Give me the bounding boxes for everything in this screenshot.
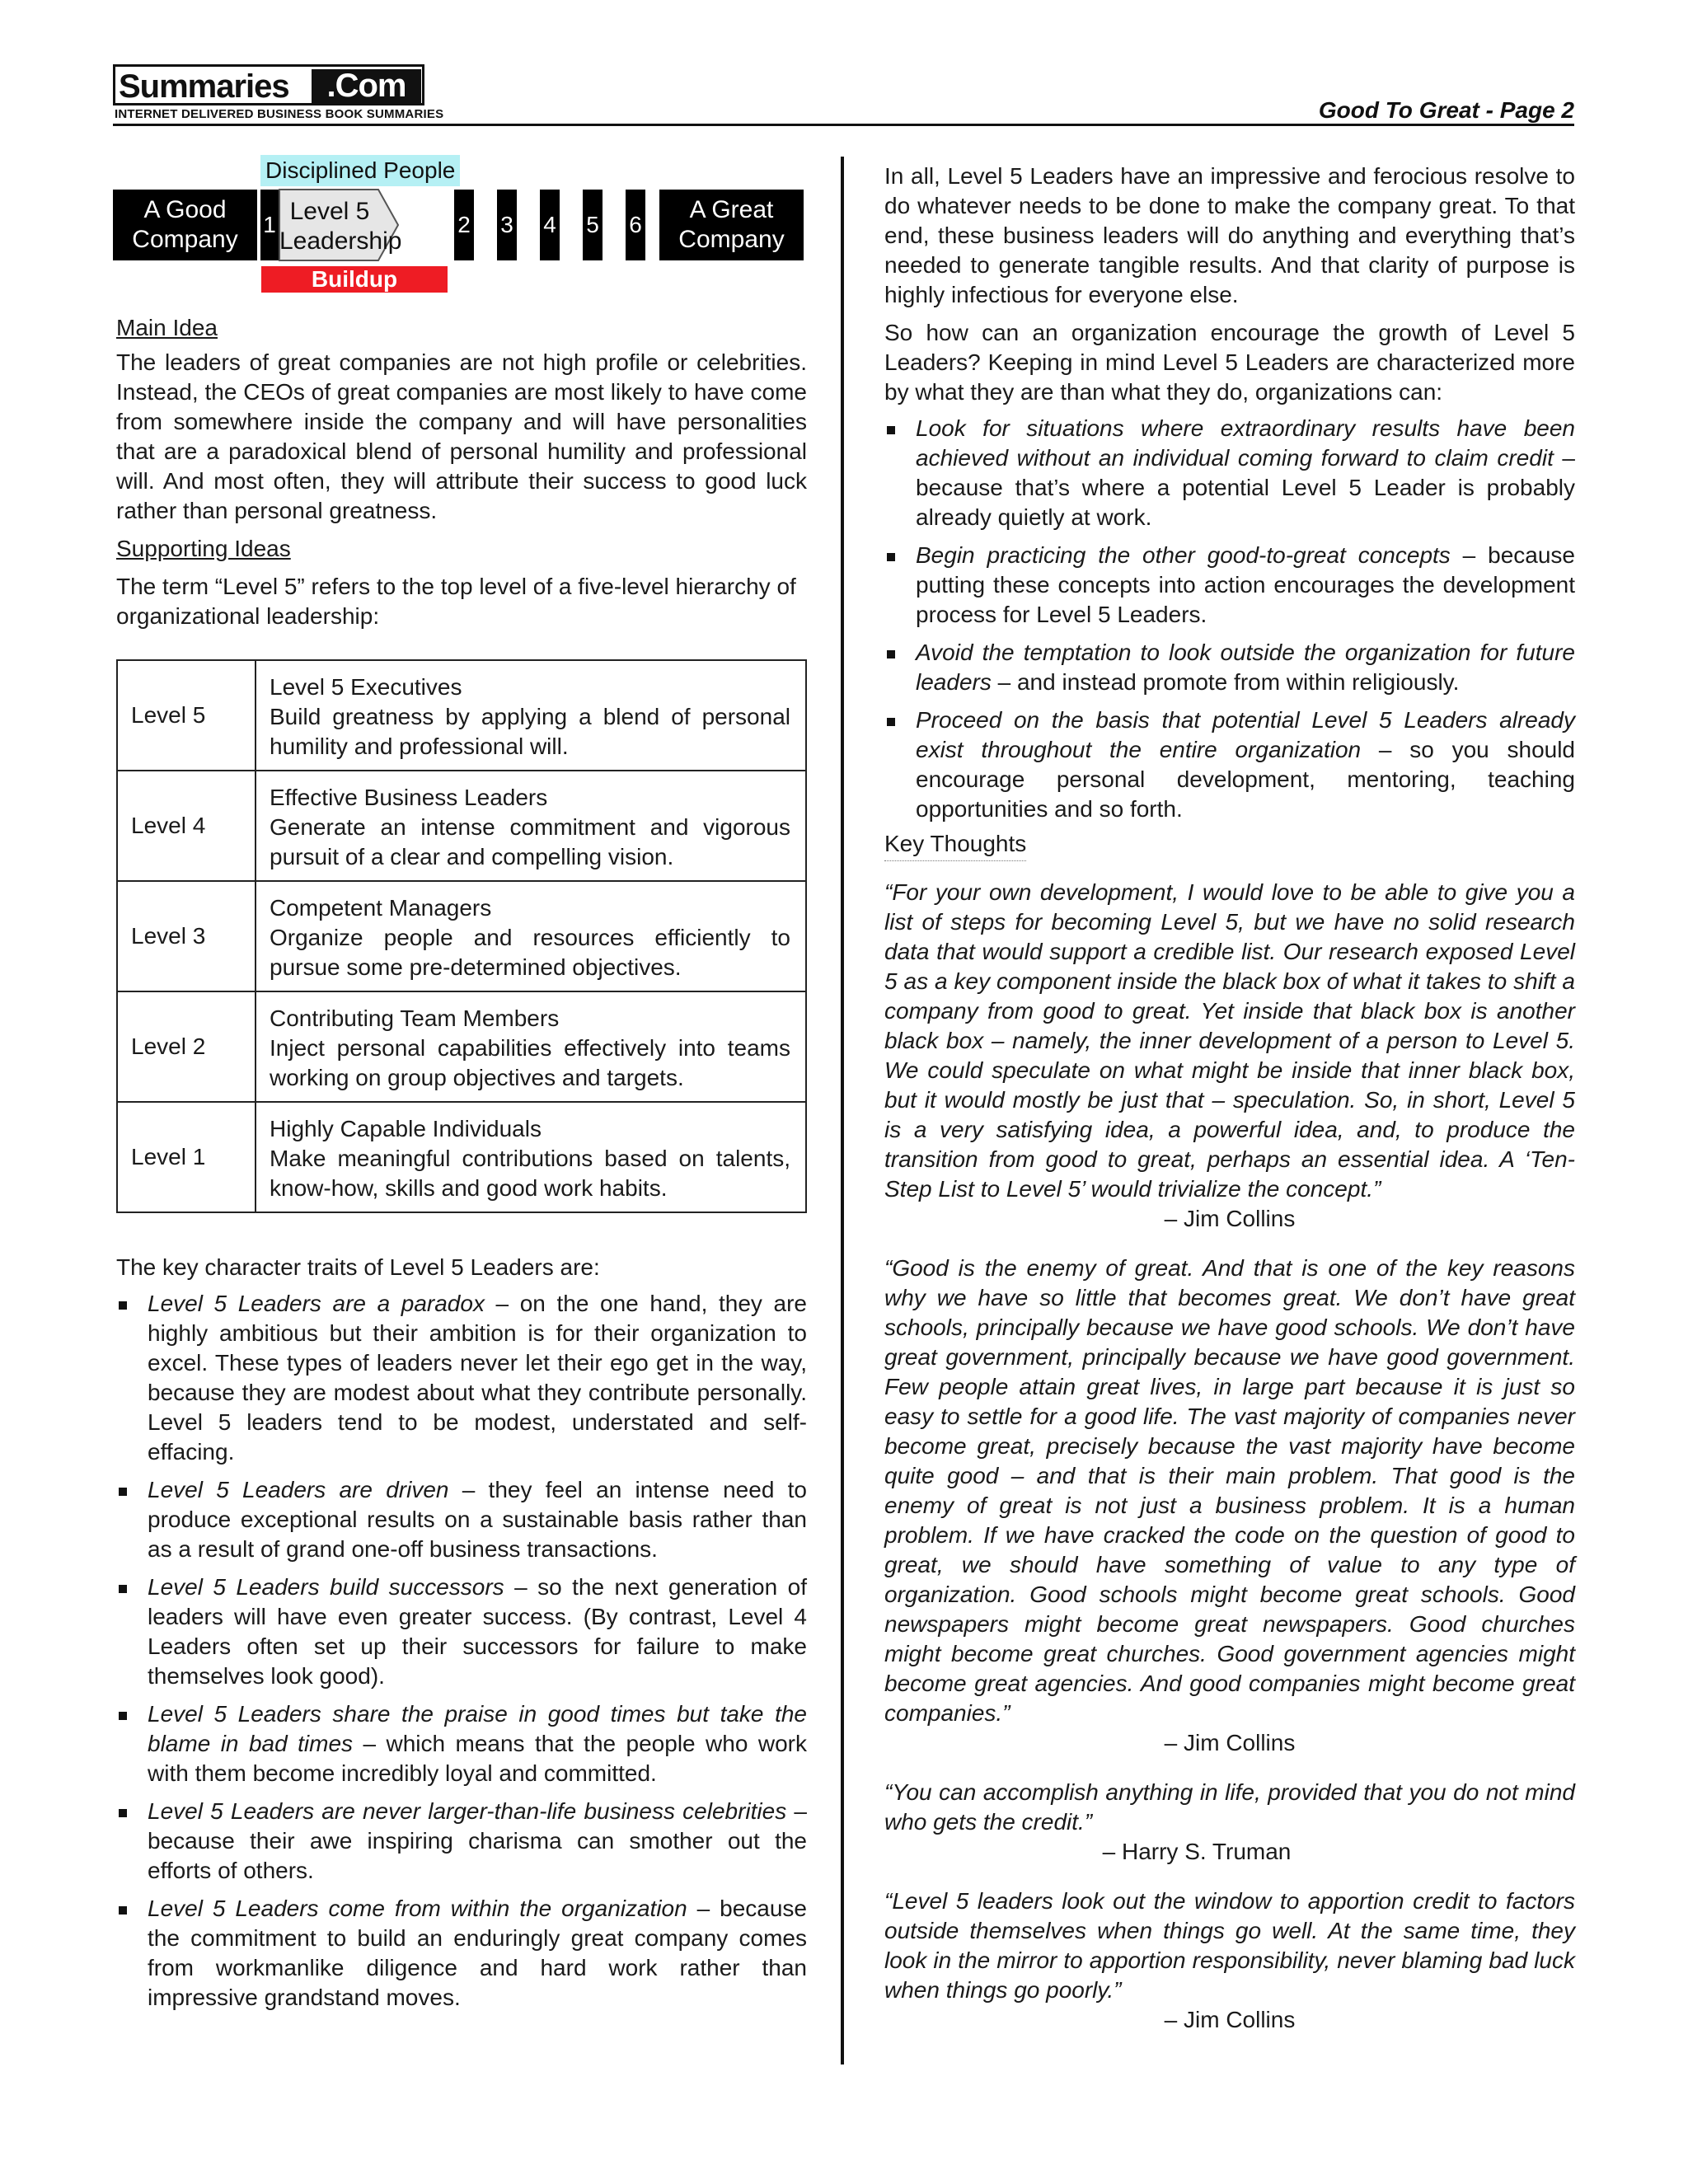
- table-row: [117, 771, 806, 881]
- summaries-logo: [113, 64, 444, 124]
- logo-frame: [113, 64, 424, 105]
- page-label: Good To Great - Page 2: [1318, 97, 1574, 123]
- action-text: – because putting these concepts into action encourages the development process for Level 5 Leaders.: [916, 542, 1575, 627]
- supporting-ideas-heading: Supporting Ideas: [116, 536, 291, 561]
- step-number-2: 2: [454, 190, 474, 260]
- step-number-5: 5: [583, 190, 603, 260]
- level-description-cell: [256, 660, 806, 771]
- disciplined-people-label: Disciplined People: [260, 155, 460, 186]
- level-label: Level 3: [117, 881, 256, 991]
- quote-text: “For your own development, I would love to be able to give you a list of steps for becoming Level 5, but we have no solid research data that would support a credible list. Our research exposed Level 5 as a key component inside the black box of what it takes to shift a company from good to great. Yet inside that black box is another black box – namely, the inner development of a person to Level 5. We could speculate on what might be inside that inner black box, but it would mostly be just that – speculation. So, in short, Level 5 is a very satisfying idea, a powerful idea, and, to produce the transition from good to great, perhaps an essential idea. A ‘Ten-Step List to Level 5’ would trivialize the concept.”: [884, 879, 1575, 1202]
- action-lead: Look for situations where extraordinary results have been achieved without an individual coming forward to claim credit: [916, 415, 1575, 471]
- right-column: [884, 162, 1575, 2035]
- trait-lead: Level 5 Leaders build successors: [148, 1574, 504, 1600]
- current-step-line1: Level 5: [289, 198, 370, 225]
- logo-word-summaries: Summaries: [119, 68, 289, 105]
- action-text: – because that’s where a potential Level 5 Leader is probably already quietly at work.: [916, 445, 1575, 530]
- table-row: [117, 1102, 806, 1212]
- actions-list: [884, 414, 1575, 824]
- list-item: [116, 1797, 807, 1886]
- level-title: Highly Capable Individuals: [270, 1116, 542, 1141]
- leadership-levels-table: [116, 659, 807, 1213]
- list-item: [116, 1475, 807, 1564]
- trait-lead: Level 5 Leaders are never larger-than-life business celebrities: [148, 1798, 787, 1824]
- right-intro-1: In all, Level 5 Leaders have an impressive and ferocious resolve to do whatever needs to be done to make the company great. To that end, these business leaders will do anything and everything that’s needed to generate tangible results. And that clarity of purpose is highly infectious for everyone else.: [884, 163, 1575, 307]
- step-number-1: 1: [260, 190, 279, 260]
- flywheel-diagram: [113, 152, 805, 297]
- quote-author: – Jim Collins: [1164, 1206, 1296, 1231]
- list-item: [116, 1699, 807, 1788]
- left-column: [116, 313, 807, 2013]
- list-item: [884, 414, 1575, 532]
- quote-text: “Level 5 leaders look out the window to apportion credit to factors outside themselves when things go well. At the same time, they look in the mirror to apportion responsibility, never blaming bad luck when things go poorly.”: [884, 1888, 1575, 2003]
- header-rule: [113, 124, 1574, 126]
- list-item: [884, 541, 1575, 630]
- column-divider: [841, 157, 844, 2064]
- level-description: Organize people and resources efficiently to pursue some pre-determined objectives.: [270, 925, 790, 980]
- step-number-4: 4: [540, 190, 560, 260]
- action-lead: Proceed on the basis that potential Level 5 Leaders already exist throughout the entire organization: [916, 707, 1575, 762]
- action-lead: Begin practicing the other good-to-great concepts: [916, 542, 1451, 568]
- current-step-label: [279, 197, 402, 256]
- level-label: Level 1: [117, 1102, 256, 1212]
- buildup-label: Buildup: [261, 266, 448, 293]
- step-number-3: 3: [497, 190, 517, 260]
- trait-text: – which means that the people who work with them become incredibly loyal and committed.: [148, 1731, 807, 1786]
- trait-lead: Level 5 Leaders are a paradox: [148, 1291, 485, 1316]
- level-title: Effective Business Leaders: [270, 785, 548, 810]
- quote-author: – Jim Collins: [1164, 2007, 1296, 2032]
- quote-author: – Jim Collins: [1164, 1730, 1296, 1755]
- trait-text: – so the next generation of leaders will have even greater success. (By contrast, Level 4 Leaders often set up their successors for failure to make themselves look good).: [148, 1574, 807, 1689]
- main-idea-heading: Main Idea: [116, 315, 218, 340]
- main-idea-text: The leaders of great companies are not high profile or celebrities. Instead, the CEOs of great companies are most likely to have come from somewhere inside the company and will have personalities that are a paradoxical blend of personal humility and professional will. And most often, they will attribute their success to good luck rather than personal greatness.: [116, 349, 807, 523]
- list-item: [884, 705, 1575, 824]
- good-company-box: [113, 190, 257, 260]
- supporting-intro: The term “Level 5” refers to the top level of a five-level hierarchy of organizational leadership:: [116, 574, 796, 629]
- action-lead: Avoid the temptation to look outside the organization for future leaders: [916, 640, 1575, 695]
- list-item: [116, 1572, 807, 1691]
- level-description-cell: [256, 771, 806, 881]
- level-description: Make meaningful contributions based on talents, know-how, skills and good work habits.: [270, 1146, 790, 1201]
- trait-text: – on the one hand, they are highly ambitious but their ambition is for their organization to excel. These types of leaders never let their ego get in the way, because they are modest about what they contribute personally. Level 5 leaders tend to be modest, understated and self-effacing.: [148, 1291, 807, 1465]
- great-company-line1: A Great: [689, 196, 774, 223]
- key-thoughts-heading: Key Thoughts: [884, 829, 1026, 861]
- trait-lead: Level 5 Leaders share the praise in good times but take the blame in bad times: [148, 1701, 807, 1756]
- level-title: Level 5 Executives: [270, 674, 462, 700]
- trait-text: – because their awe inspiring charisma can smother out the efforts of others.: [148, 1798, 807, 1883]
- level-description-cell: [256, 881, 806, 991]
- trait-lead: Level 5 Leaders come from within the organization: [148, 1896, 687, 1921]
- logo-tagline: INTERNET DELIVERED BUSINESS BOOK SUMMARIES: [115, 107, 444, 121]
- level-label: Level 5: [117, 660, 256, 771]
- list-item: [116, 1894, 807, 2013]
- level-description: Generate an intense commitment and vigorous pursuit of a clear and compelling vision.: [270, 814, 790, 869]
- logo-word-com: .Com: [312, 69, 421, 103]
- great-company-line2: Company: [678, 226, 785, 253]
- trait-text: – they feel an intense need to produce exceptional results on a sustainable basis rather than as a result of grand one-off business transactions.: [148, 1477, 807, 1562]
- good-company-line1: A Good: [143, 196, 227, 223]
- action-text: – and instead promote from within religiously.: [991, 669, 1460, 695]
- step-number-6: 6: [626, 190, 645, 260]
- trait-text: – because the commitment to build an enduringly great company comes from workmanlike diligence and hard work rather than impressive grandstand moves.: [148, 1896, 807, 2010]
- level-title: Contributing Team Members: [270, 1005, 560, 1031]
- good-company-line2: Company: [132, 226, 238, 253]
- level-label: Level 4: [117, 771, 256, 881]
- table-row: [117, 660, 806, 771]
- great-company-box: [659, 190, 804, 260]
- level-title: Competent Managers: [270, 895, 492, 921]
- level-label: Level 2: [117, 991, 256, 1102]
- quote-author: – Harry S. Truman: [1102, 1839, 1292, 1864]
- action-text: – so you should encourage personal development, mentoring, teaching opportunities and so forth.: [916, 737, 1576, 822]
- traits-intro: The key character traits of Level 5 Leaders are:: [116, 1254, 600, 1280]
- level-description: Build greatness by applying a blend of personal humility and professional will.: [270, 704, 790, 759]
- quote-text: “Good is the enemy of great. And that is one of the key reasons why we have so little that becomes great. We don’t have great schools, principally because we have good schools. We don’t have great government, principally because we have good government. Few people attain great lives, in large part because it is just so easy to settle for a good life. The vast majority of companies never become great, precisely because the vast majority have become quite good – and that is their main problem. That good is the enemy of great is not just a business problem. It is a human problem. If we have cracked the code on the question of good to great, we should have something of value to any type of organization. Good schools might become great schools. Good newspapers might become great newspapers. Good churches might become great churches. Good government agencies might become great agencies. And good companies might become great companies.”: [884, 1255, 1575, 1726]
- table-row: [117, 991, 806, 1102]
- quote-text: “You can accomplish anything in life, provided that you do not mind who gets the credit.”: [884, 1779, 1575, 1835]
- level-description-cell: [256, 991, 806, 1102]
- level-description: Inject personal capabilities effectively into teams working on group objectives and targets.: [270, 1035, 790, 1090]
- list-item: [884, 638, 1575, 697]
- level-description-cell: [256, 1102, 806, 1212]
- right-intro-2: So how can an organization encourage the growth of Level 5 Leaders? Keeping in mind Level 5 Leaders are characterized more by what they are than what they do, organizations can:: [884, 320, 1575, 405]
- current-step-line2: Leadership: [279, 227, 402, 255]
- table-row: [117, 881, 806, 991]
- traits-list: [116, 1289, 807, 2013]
- list-item: [116, 1289, 807, 1467]
- trait-lead: Level 5 Leaders are driven: [148, 1477, 449, 1502]
